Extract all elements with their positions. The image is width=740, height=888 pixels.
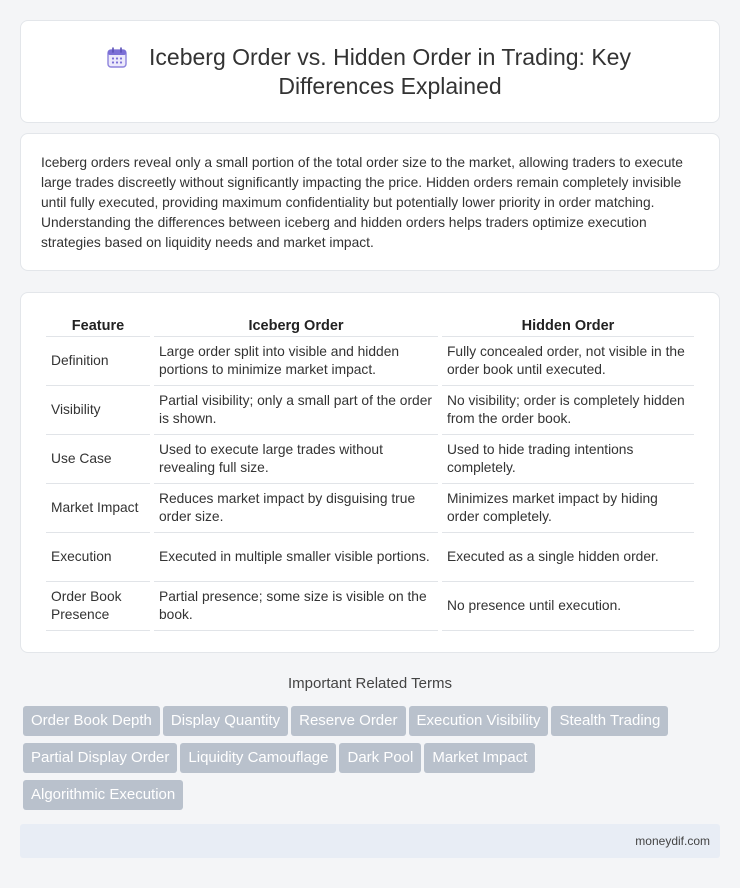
cell-hidden: Executed as a single hidden order. (442, 533, 694, 582)
table-row (46, 435, 694, 484)
related-term-tag[interactable]: Dark Pool (339, 743, 421, 773)
related-term-tag[interactable]: Stealth Trading (551, 706, 668, 736)
intro-card (20, 133, 720, 271)
cell-feature: Market Impact (46, 484, 150, 533)
cell-iceberg: Used to execute large trades without revealing full size. (154, 435, 438, 484)
cell-iceberg: Large order split into visible and hidden portions to minimize market impact. (154, 337, 438, 386)
table-row (46, 386, 694, 435)
table-row (46, 582, 694, 631)
title-card (20, 20, 720, 123)
page-title: Iceberg Order vs. Hidden Order in Trading: Key Differences Explained (149, 44, 631, 99)
cell-iceberg: Partial visibility; only a small part of the order is shown. (154, 386, 438, 435)
cell-hidden: Fully concealed order, not visible in the order book until executed. (442, 337, 694, 386)
related-term-tag[interactable]: Reserve Order (291, 706, 405, 736)
footer-site: moneydif.com (635, 834, 710, 848)
cell-hidden: No presence until execution. (442, 582, 694, 631)
cell-feature: Visibility (46, 386, 150, 435)
header-feature: Feature (46, 313, 150, 337)
cell-hidden: Used to hide trading intentions completely. (442, 435, 694, 484)
cell-feature: Order Book Presence (46, 582, 150, 631)
related-term-tag[interactable]: Order Book Depth (23, 706, 160, 736)
related-term-tag[interactable]: Display Quantity (163, 706, 288, 736)
comparison-table (42, 313, 698, 631)
related-term-tag[interactable]: Liquidity Camouflage (180, 743, 336, 773)
cell-feature: Execution (46, 533, 150, 582)
header-iceberg: Iceberg Order (154, 313, 438, 337)
related-term-tag[interactable]: Execution Visibility (409, 706, 549, 736)
cell-iceberg: Partial presence; some size is visible on the book. (154, 582, 438, 631)
related-terms-list (23, 706, 723, 817)
cell-feature: Use Case (46, 435, 150, 484)
table-row (46, 337, 694, 386)
table-header-row (46, 313, 694, 337)
table-row (46, 484, 694, 533)
cell-iceberg: Reduces market impact by disguising true order size. (154, 484, 438, 533)
table-row (46, 533, 694, 582)
comparison-card (20, 292, 720, 653)
related-terms-title: Important Related Terms (288, 675, 452, 692)
cell-hidden: Minimizes market impact by hiding order completely. (442, 484, 694, 533)
cell-iceberg: Executed in multiple smaller visible portions. (154, 533, 438, 582)
related-term-tag[interactable]: Algorithmic Execution (23, 780, 183, 810)
cell-hidden: No visibility; order is completely hidden from the order book. (442, 386, 694, 435)
header-hidden: Hidden Order (442, 313, 694, 337)
cell-feature: Definition (46, 337, 150, 386)
related-term-tag[interactable]: Partial Display Order (23, 743, 177, 773)
related-term-tag[interactable]: Market Impact (424, 743, 535, 773)
footer (20, 824, 720, 858)
intro-text: Iceberg orders reveal only a small portion of the total order size to the market, allowing traders to execute large trades discreetly without significantly impacting the price. Hidden orders remain completely invisible until fully executed, providing maximum confidentiality but potentially lower priority in order matching. Understanding the differences between iceberg and hidden orders helps traders optimize execution strategies based on liquidity needs and market impact. (41, 155, 683, 250)
